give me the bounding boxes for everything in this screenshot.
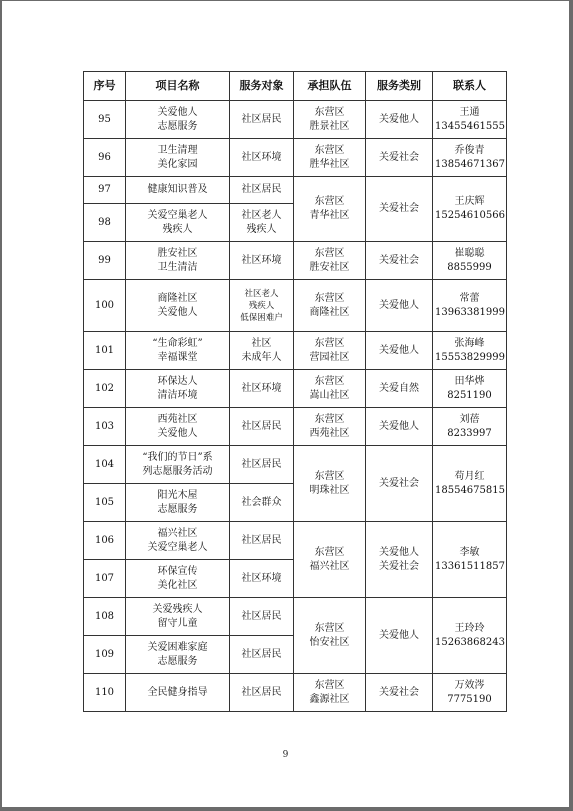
cell-contact: 刘蓓 8233997 xyxy=(433,408,507,446)
document-page xyxy=(2,1,569,807)
cell-contact: 苟月红 18554675815 xyxy=(433,446,507,522)
cell-contact: 王玲玲 15263868243 xyxy=(433,598,507,674)
cell-project: 关爱他人 志愿服务 xyxy=(126,101,230,139)
cell-contact: 田华烨 8251190 xyxy=(433,370,507,408)
table-row xyxy=(84,370,507,408)
volunteer-projects-table xyxy=(83,71,507,712)
cell-no: 103 xyxy=(84,408,126,446)
cell-target: 社区环境 xyxy=(230,242,294,280)
cell-target: 社区老人 残疾人 xyxy=(230,204,294,242)
cell-project: 商隆社区 关爱他人 xyxy=(126,280,230,332)
cell-team: 东营区 营园社区 xyxy=(294,332,366,370)
cell-target: 社区环境 xyxy=(230,560,294,598)
cell-no: 99 xyxy=(84,242,126,280)
cell-team: 东营区 胜景社区 xyxy=(294,101,366,139)
table-row xyxy=(84,101,507,139)
cell-category: 关爱他人 xyxy=(366,332,433,370)
cell-target: 社区环境 xyxy=(230,370,294,408)
cell-category: 关爱他人 xyxy=(366,598,433,674)
table-row xyxy=(84,598,507,636)
cell-no: 101 xyxy=(84,332,126,370)
cell-team: 东营区 青华社区 xyxy=(294,177,366,242)
table-header-row xyxy=(84,72,507,101)
table-row xyxy=(84,280,507,332)
cell-team: 东营区 嵩山社区 xyxy=(294,370,366,408)
cell-contact: 常蕾 13963381999 xyxy=(433,280,507,332)
cell-no: 105 xyxy=(84,484,126,522)
cell-no: 96 xyxy=(84,139,126,177)
cell-contact: 王庆辉 15254610566 xyxy=(433,177,507,242)
header-service-target: 服务对象 xyxy=(230,72,294,101)
cell-target: 社区环境 xyxy=(230,139,294,177)
table-row xyxy=(84,139,507,177)
cell-project: “我们的节日”系 列志愿服务活动 xyxy=(126,446,230,484)
cell-project: 福兴社区 关爱空巢老人 xyxy=(126,522,230,560)
table-row xyxy=(84,177,507,204)
cell-project: 全民健身指导 xyxy=(126,674,230,712)
cell-team: 东营区 鑫源社区 xyxy=(294,674,366,712)
cell-team: 东营区 商隆社区 xyxy=(294,280,366,332)
cell-project: 阳光木屋 志愿服务 xyxy=(126,484,230,522)
cell-target: 社区居民 xyxy=(230,101,294,139)
cell-target: 社区居民 xyxy=(230,408,294,446)
cell-target: 社区居民 xyxy=(230,522,294,560)
cell-contact: 王通 13455461555 xyxy=(433,101,507,139)
header-project-name: 项目名称 xyxy=(126,72,230,101)
cell-category: 关爱社会 xyxy=(366,242,433,280)
cell-target: 社区老人 残疾人 低保困难户 xyxy=(230,280,294,332)
cell-target: 社区居民 xyxy=(230,446,294,484)
cell-no: 97 xyxy=(84,177,126,204)
cell-category: 关爱他人 xyxy=(366,280,433,332)
cell-target: 社区居民 xyxy=(230,674,294,712)
cell-project: 环保宣传 美化社区 xyxy=(126,560,230,598)
cell-project: 关爱残疾人 留守儿童 xyxy=(126,598,230,636)
header-service-category: 服务类别 xyxy=(366,72,433,101)
cell-project: “生命彩虹” 幸福课堂 xyxy=(126,332,230,370)
cell-contact: 李敏 13361511857 xyxy=(433,522,507,598)
cell-contact: 崔聪聪 8855999 xyxy=(433,242,507,280)
page-number: 9 xyxy=(282,750,289,760)
cell-no: 108 xyxy=(84,598,126,636)
header-contact: 联系人 xyxy=(433,72,507,101)
cell-contact: 乔俊青 13854671367 xyxy=(433,139,507,177)
header-team: 承担队伍 xyxy=(294,72,366,101)
cell-contact: 张海峰 15553829999 xyxy=(433,332,507,370)
cell-target: 社会群众 xyxy=(230,484,294,522)
cell-team: 东营区 怡安社区 xyxy=(294,598,366,674)
cell-team: 东营区 胜华社区 xyxy=(294,139,366,177)
table-row xyxy=(84,332,507,370)
cell-no: 98 xyxy=(84,204,126,242)
table-row xyxy=(84,242,507,280)
cell-category: 关爱社会 xyxy=(366,139,433,177)
cell-target: 社区居民 xyxy=(230,598,294,636)
cell-category: 关爱他人 xyxy=(366,408,433,446)
cell-no: 110 xyxy=(84,674,126,712)
cell-target: 社区 未成年人 xyxy=(230,332,294,370)
cell-project: 关爱困难家庭 志愿服务 xyxy=(126,636,230,674)
cell-no: 109 xyxy=(84,636,126,674)
cell-target: 社区居民 xyxy=(230,636,294,674)
cell-no: 107 xyxy=(84,560,126,598)
header-serial-no: 序号 xyxy=(84,72,126,101)
cell-team: 东营区 西苑社区 xyxy=(294,408,366,446)
cell-project: 关爱空巢老人 残疾人 xyxy=(126,204,230,242)
table-row xyxy=(84,522,507,560)
cell-no: 104 xyxy=(84,446,126,484)
cell-category: 关爱社会 xyxy=(366,177,433,242)
cell-project: 环保达人 清洁环境 xyxy=(126,370,230,408)
cell-contact: 万效涔 7775190 xyxy=(433,674,507,712)
cell-no: 102 xyxy=(84,370,126,408)
table-row xyxy=(84,674,507,712)
cell-no: 106 xyxy=(84,522,126,560)
cell-project: 胜安社区 卫生清洁 xyxy=(126,242,230,280)
table-row xyxy=(84,446,507,484)
cell-category: 关爱社会 xyxy=(366,674,433,712)
cell-category: 关爱他人 xyxy=(366,101,433,139)
cell-category: 关爱他人 关爱社会 xyxy=(366,522,433,598)
cell-team: 东营区 明珠社区 xyxy=(294,446,366,522)
cell-team: 东营区 胜安社区 xyxy=(294,242,366,280)
cell-category: 关爱自然 xyxy=(366,370,433,408)
cell-no: 100 xyxy=(84,280,126,332)
cell-project: 西苑社区 关爱他人 xyxy=(126,408,230,446)
cell-project: 卫生清理 美化家园 xyxy=(126,139,230,177)
cell-category: 关爱社会 xyxy=(366,446,433,522)
table-row xyxy=(84,408,507,446)
cell-no: 95 xyxy=(84,101,126,139)
cell-project: 健康知识普及 xyxy=(126,177,230,204)
cell-team: 东营区 福兴社区 xyxy=(294,522,366,598)
cell-target: 社区居民 xyxy=(230,177,294,204)
